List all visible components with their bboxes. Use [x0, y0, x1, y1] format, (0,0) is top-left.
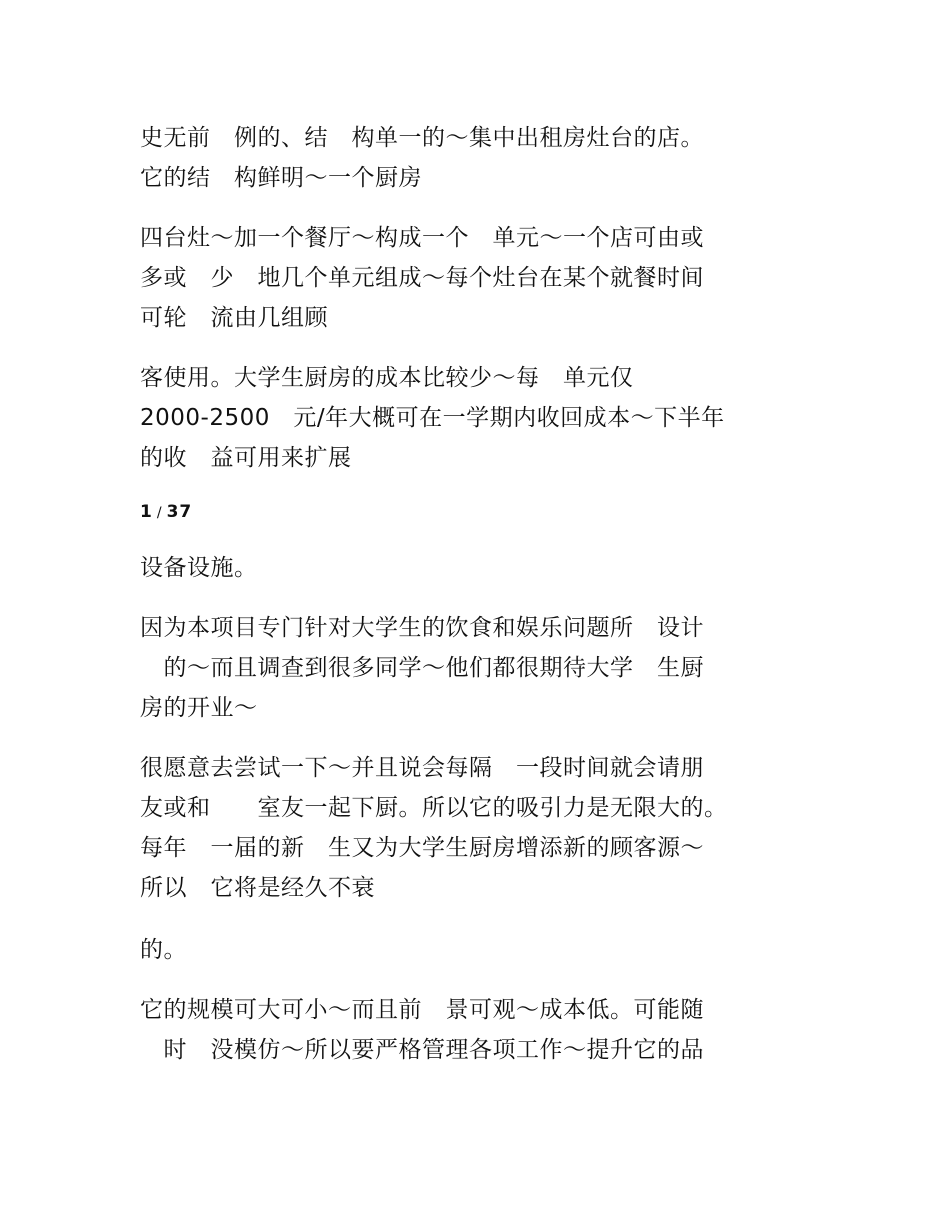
paragraph-3 [140, 358, 830, 478]
text-line: 的收 益可用来扩展 [140, 445, 352, 471]
page-indicator [140, 498, 192, 527]
page-separator: / [156, 505, 163, 521]
text-line: 设备设施。 [140, 555, 258, 581]
paragraph-4 [140, 548, 830, 588]
paragraph-2 [140, 218, 830, 338]
text-line: 友或和 室友一起下厨。所以它的吸引力是无限大的。 [140, 795, 728, 821]
text-line: 四台灶～加一个餐厅～构成一个 单元～一个店可由或 [140, 225, 704, 251]
text-line: 所以 它将是经久不衰 [140, 875, 375, 901]
text-line: 多或 少 地几个单元组成～每个灶台在某个就餐时间 [140, 265, 704, 291]
page-current: 1 [140, 502, 153, 522]
text-line: 可轮 流由几组顾 [140, 305, 328, 331]
text-line: 的。 [140, 937, 187, 963]
paragraph-6 [140, 748, 830, 908]
text-line: 2000-2500 元/年大概可在一学期内收回成本～下半年 [140, 405, 725, 431]
page-total: 37 [166, 502, 193, 522]
text-line: 它的结 构鲜明～一个厨房 [140, 165, 422, 191]
text-line: 它的规模可大可小～而且前 景可观～成本低。可能随 [140, 997, 704, 1023]
text-line: 客使用。大学生厨房的成本比较少～每 单元仅 [140, 365, 634, 391]
paragraph-7 [140, 930, 830, 970]
paragraph-8 [140, 990, 830, 1070]
text-line: 史无前 例的、结 构单一的～集中出租房灶台的店。 [140, 125, 704, 151]
paragraph-1 [140, 118, 830, 198]
text-line: 因为本项目专门针对大学生的饮食和娱乐问题所 设计 [140, 615, 704, 641]
text-line: 时 没模仿～所以要严格管理各项工作～提升它的品 [140, 1037, 704, 1063]
text-line: 房的开业～ [140, 695, 258, 721]
paragraph-5 [140, 608, 830, 728]
text-line: 的～而且调查到很多同学～他们都很期待大学 生厨 [140, 655, 704, 681]
text-line: 每年 一届的新 生又为大学生厨房增添新的顾客源～ [140, 835, 704, 861]
text-line: 很愿意去尝试一下～并且说会每隔 一段时间就会请朋 [140, 755, 704, 781]
